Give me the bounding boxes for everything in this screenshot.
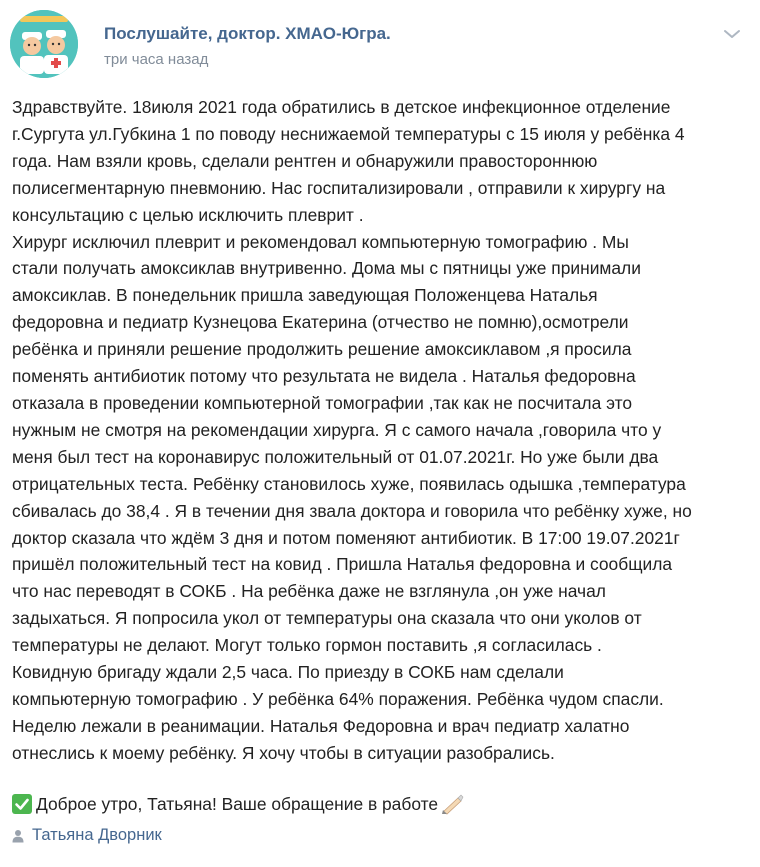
post-text-line: доктор сказала что ждём 3 дня и потом поменяют антибиотик. В 17:00 19.07.2021г	[12, 527, 680, 548]
doctors-cartoon-icon	[10, 10, 78, 78]
post-text-line: Хирург исключил плеврит и рекомендовал компьютерную томографию . Мы	[12, 231, 629, 252]
post-text-line: сбивалась до 38,4 . Я в течении дня звала доктора и говорила что ребёнку хуже, но	[12, 500, 692, 521]
chevron-down-icon[interactable]	[720, 24, 744, 44]
user-icon	[12, 829, 24, 843]
author-name[interactable]: Татьяна Дворник	[32, 826, 162, 844]
post-text-line: года. Нам взяли кровь, сделали рентген и обнаружили правостороннюю	[12, 150, 598, 171]
post-text-line: полисегментарную пневмонию. Нас госпитализировали , отправили к хирургу на	[12, 177, 666, 198]
author-link[interactable]	[12, 826, 162, 845]
post-text-line: федоровна и педиатр Кузнецова Екатерина (отчество не помню),осмотрели	[12, 312, 629, 333]
post-text-line: г.Сургута ул.Губкина 1 по поводу неснижаемой температуры с 15 июля у ребёнка 4	[12, 123, 685, 144]
post-text-line: консультацию с целью исключить плеврит .	[12, 204, 364, 225]
post-text-line: отказала в проведении компьютерной томографии ,так как не посчитала это	[12, 392, 633, 413]
post-text-line: поменять антибиотик потому что результата не видела . Наталья федоровна	[12, 366, 636, 387]
group-avatar[interactable]	[10, 10, 78, 78]
post-text-line: компьютерную томографию . У ребёнка 64% поражения. Ребёнка чудом спасли.	[12, 688, 664, 709]
writing-hand-icon	[440, 793, 464, 815]
post-text-line: Ковидную бригаду ждали 2,5 часа. По приезду в СОКБ нам сделали	[12, 662, 564, 683]
post-text-line: Неделю лежали в реанимации. Наталья Федоровна и врач педиатр халатно	[12, 715, 630, 736]
post-text	[12, 94, 748, 767]
post-header	[8, 10, 752, 80]
group-name-link[interactable]: Послушайте, доктор. ХМАО-Югра.	[104, 24, 391, 43]
post-text-line: амоксиклав. В понедельник пришла заведующая Положенцева Наталья	[12, 285, 598, 306]
post-text-line: меня был тест на коронавирус положительный от 01.07.2021г. Но уже были два	[12, 446, 659, 467]
post-text-line: нужным не смотря на рекомендации хирурга. Я с самого начала ,говорила что у	[12, 419, 662, 440]
post-text-line: задыхаться. Я попросила укол от температуры она сказала что они уколов от	[12, 608, 642, 629]
check-mark-icon	[12, 794, 32, 814]
admin-reply	[12, 792, 464, 816]
post-text-line: Здравствуйте. 18июля 2021 года обратились в детское инфекционное отделение	[12, 97, 671, 117]
post-text-line: стали получать амоксиклав внутривенно. Дома мы с пятницы уже принимали	[12, 258, 641, 279]
post-text-line: что нас переводят в СОКБ . На ребёнка даже не взглянула ,он уже начал	[12, 581, 606, 602]
post-text-line: отнеслись к моему ребёнку. Я хочу чтобы в ситуации разобрались.	[12, 742, 555, 763]
reply-text: Доброе утро, Татьяна! Ваше обращение в работе	[36, 794, 439, 814]
post-time[interactable]: три часа назад	[104, 51, 209, 68]
post-text-line: отрицательных теста. Ребёнку становилось хуже, появилась одышка ,температура	[12, 473, 686, 494]
post-text-line: ребёнка и приняли решение продолжить решение амоксиклавом ,я просила	[12, 339, 632, 360]
post-text-line: температуры не делают. Могут только гормон поставить ,я согласилась .	[12, 635, 602, 656]
post-text-line: пришёл положительный тест на ковид . Пришла Наталья федоровна и сообщила	[12, 554, 673, 575]
